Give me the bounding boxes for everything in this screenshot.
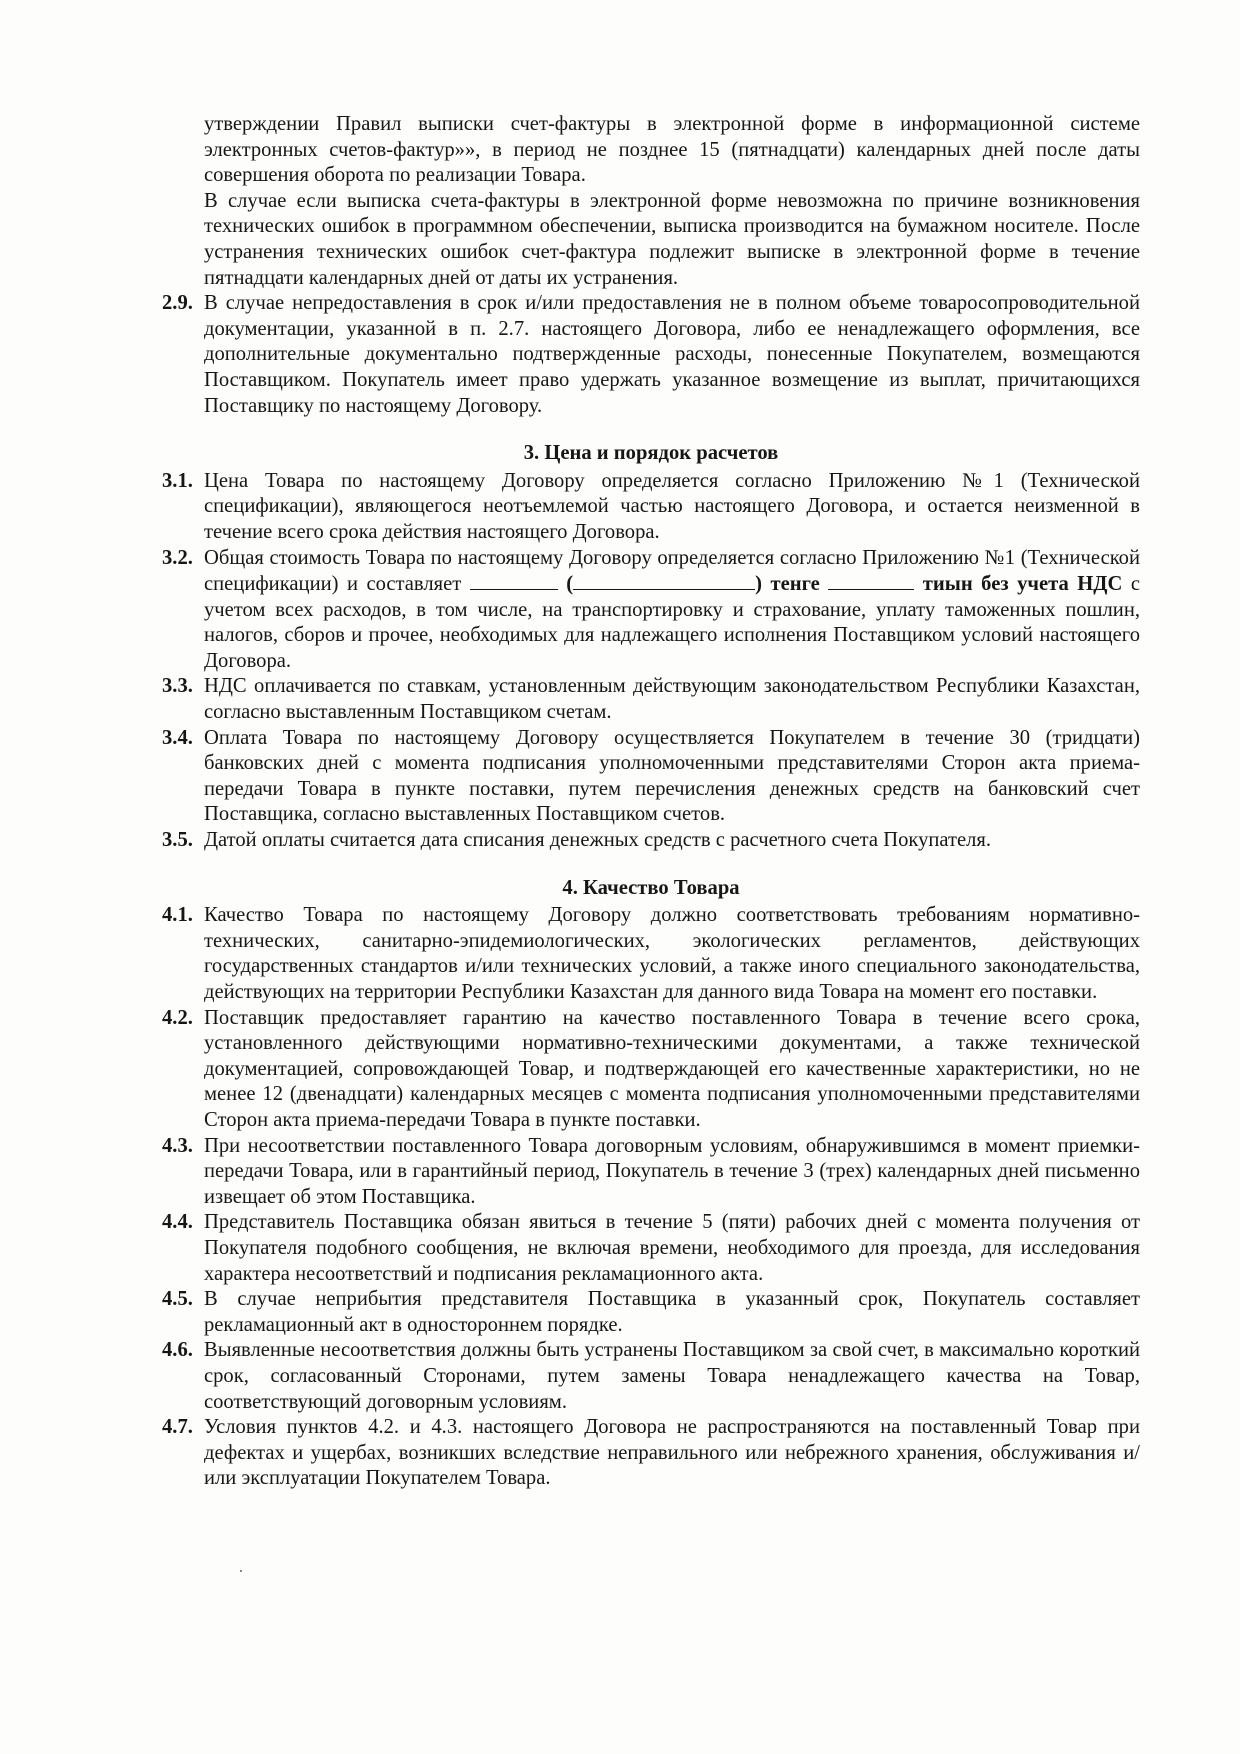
clause-text: Качество Товара по настоящему Договору должно соответствовать требованиям нормативно-технических, санитарно-эпидемиологических, экологических регламентов, действующих государственных стандартов и/или технических условий, а также иного специального законодательства, действующих на территории Республики Казахстан для данного вида Товара на момент его поставки. — [204, 904, 1140, 1003]
clause-number: 3.1. — [162, 469, 193, 492]
clause-4-6 — [162, 1338, 1140, 1415]
clause-text-part: Общая стоимость Товара по настоящему Договору определяется согласно Приложению №1 (Технической спецификации) и составляет — [204, 546, 1140, 596]
clause-number: 4.3. — [162, 1134, 193, 1157]
clause-number: 3.3. — [162, 675, 193, 698]
clause-3-2 — [162, 546, 1140, 675]
clause-text: В случае неприбытия представителя Поставщика в указанный срок, Покупатель составляет рекламационный акт в одностороннем порядке. — [204, 1288, 1140, 1336]
tenge-label: ) тенге — [755, 573, 820, 596]
clause-4-1 — [162, 903, 1140, 1005]
clause-number: 4.6. — [162, 1339, 193, 1362]
clause-text: Цена Товара по настоящему Договору определяется согласно Приложению №1 (Технической спецификации), являющегося неотъемлемой частью настоящего Договора, и остается неизменной в течение всего срока действия настоящего Договора. — [204, 469, 1140, 543]
clause-2-9 — [162, 291, 1140, 419]
open-paren: ( — [566, 573, 574, 596]
clause-4-3 — [162, 1134, 1140, 1211]
clause-3-1 — [162, 469, 1140, 546]
clause-text: Оплата Товара по настоящему Договору осуществляется Покупателем в течение 30 (тридцати) банковских дней с момента подписания уполномоченными представителями Сторон акта приема-передачи Товара в пункте поставки, путем перечисления денежных средств на банковский счет Поставщика, согласно выставленных Поставщиком счетов. — [204, 726, 1140, 826]
clause-number: 3.5. — [162, 829, 193, 852]
clause-text: Поставщик предоставляет гарантию на качество поставленного Товара в течение всего срока, установленного действующими нормативно-техническими документами, а также технической документацией, сопровождающей Товар, и подтверждающей его качественные характеристики, но не менее 12 (двенадцати) календарных месяцев с момента подписания уполномоченными представителями Сторон акта приема-передачи Товара в пункте поставки. — [204, 1006, 1140, 1131]
clause-4-7 — [162, 1415, 1140, 1492]
clause-4-5 — [162, 1287, 1140, 1338]
clause-3-3 — [162, 674, 1140, 725]
section-4-heading: 4. Качество Товара — [562, 876, 740, 899]
clause-number: 3.4. — [162, 726, 193, 749]
clause-text: При несоответствии поставленного Товара договорным условиям, обнаружившимся в момент приемки-передачи Товара, или в гарантийный период, Покупатель в течение 3 (трех) календарных дней письменно извещает об этом Поставщика. — [204, 1134, 1140, 1208]
clause-number: 4.2. — [162, 1006, 193, 1029]
tiyn-blank — [828, 571, 914, 590]
document-body — [162, 112, 1140, 1492]
clause-text: Представитель Поставщика обязан явиться в течение 5 (пяти) рабочих дней с момента получения от Покупателя подобного сообщения, не включая времени, необходимого для проезда, для исследования характера несоответствий и подписания рекламационного акта. — [204, 1211, 1140, 1285]
vat-exclusion-text: тиын без учета НДС — [922, 573, 1123, 596]
clause-text: Условия пунктов 4.2. и 4.3. настоящего Договора не распространяются на поставленный Товар при дефектах и ущербах, возникших вследствие неправильного или небрежного хранения, обслуживания и/или эксплуатации Покупателем Товара. — [204, 1416, 1140, 1490]
clause-number: 4.5. — [162, 1288, 193, 1311]
intro-paragraph-2: В случае если выписка счета-фактуры в электронной форме невозможна по причине возникновения технических ошибок в программном обеспечении, выписка производится на бумажном носителе. После устранения технических ошибок счет-фактура подлежит выписке в электронной форме в течение пятнадцати календарных дней от даты их устранения. — [204, 189, 1140, 289]
intro-paragraph: утверждении Правил выписки счет-фактуры в электронной форме в информационной системе электронных счетов-фактур»», в период не позднее 15 (пятнадцати) календарных дней после даты совершения оборота по реализации Товара. — [204, 113, 1140, 187]
clause-text: Выявленные несоответствия должны быть устранены Поставщиком за свой счет, в максимально короткий срок, согласованный Сторонами, путем замены Товара ненадлежащего качества на Товар, соответствующий договорным условиям. — [204, 1339, 1140, 1413]
section-3-heading: 3. Цена и порядок расчетов — [523, 442, 779, 465]
clause-text: НДС оплачивается по ставкам, установленным действующим законодательством Республики Казахстан, согласно выставленным Поставщиком счетам. — [204, 675, 1140, 724]
clause-number: 4.1. — [162, 904, 193, 927]
clause-3-5 — [162, 828, 1140, 854]
amount-words-blank — [573, 571, 755, 590]
clause-4-2 — [162, 1006, 1140, 1134]
clause-text: Датой оплаты считается дата списания денежных средств с расчетного счета Покупателя. — [204, 829, 992, 852]
amount-blank — [470, 571, 558, 590]
clause-text — [204, 546, 1140, 675]
scan-speck — [240, 1570, 242, 1572]
clause-number: 2.9. — [162, 292, 193, 315]
clause-text-part: с учетом всех расходов, в том числе, на транспортировку и страхование, уплату таможенных пошлин, налогов, сборов и прочее, необходимых для надлежащего исполнения Поставщиком условий настоящего Договора. — [204, 573, 1140, 672]
clause-number: 4.4. — [162, 1211, 193, 1234]
clause-number: 3.2. — [162, 546, 193, 569]
clause-number: 4.7. — [162, 1416, 193, 1439]
clause-text: В случае непредоставления в срок и/или предоставления не в полном объеме товаросопроводительной документации, указанной в п. 2.7. настоящего Договора, либо ее ненадлежащего оформления, все дополнительные документально подтвержденные расходы, понесенные Покупателем, возмещаются Поставщиком. Покупатель имеет право удержать указанное возмещение из выплат, причитающихся Поставщику по настоящему Договору. — [204, 292, 1140, 417]
clause-3-4 — [162, 726, 1140, 828]
clause-4-4 — [162, 1210, 1140, 1287]
